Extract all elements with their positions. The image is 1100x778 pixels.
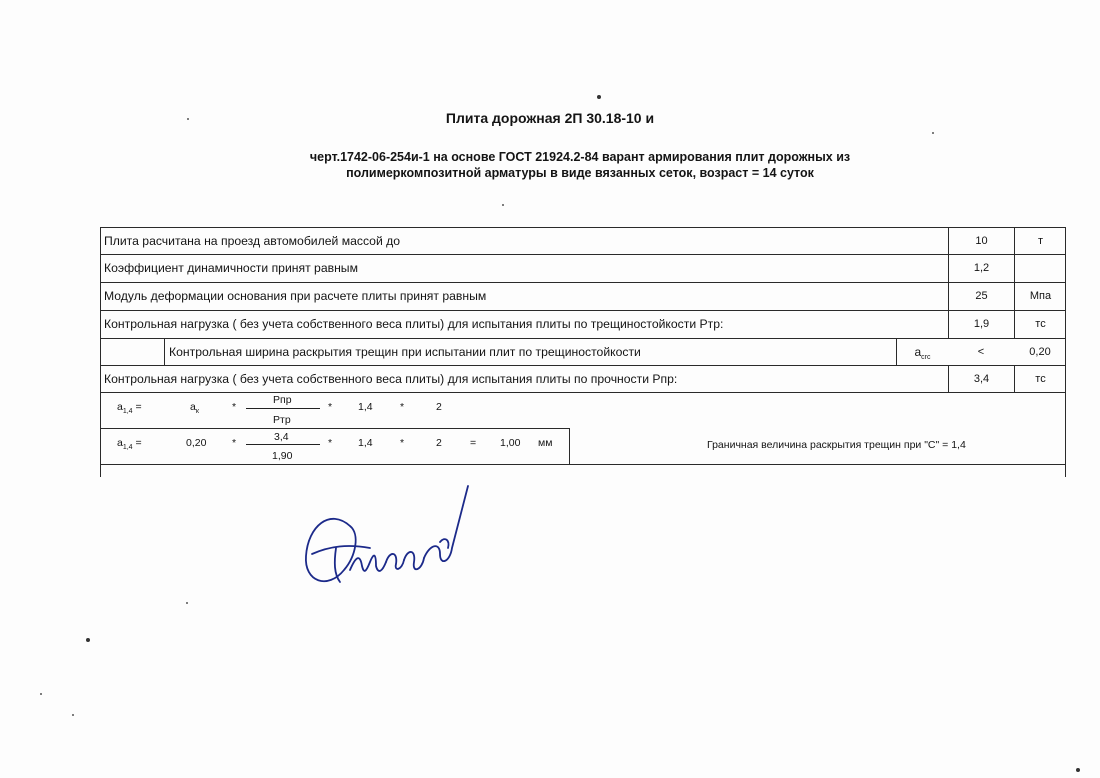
calc-unit: мм [538, 437, 553, 449]
parameters-table [100, 227, 1066, 477]
document-title: Плита дорожная 2П 30.18-10 и [445, 110, 655, 126]
scan-speck [186, 602, 188, 604]
calc-coefficient-2: 2 [436, 437, 442, 449]
calc-coefficient-1: 1,4 [358, 437, 373, 449]
multiply-sign: * [400, 401, 405, 413]
row-value: 10 [948, 228, 1014, 255]
fraction-numerator: Рпр [273, 394, 292, 406]
scan-speck [932, 132, 934, 134]
calc-a0: 0,20 [186, 437, 207, 449]
coefficient-2: 2 [436, 401, 442, 413]
row-value: 25 [948, 283, 1014, 310]
formula-row-divider [100, 428, 570, 429]
row-value: 0,20 [1029, 346, 1051, 358]
row-label: Плита расчитана на проезд автомобилей массой до [104, 234, 401, 248]
row-unit: Мпа [1014, 283, 1066, 310]
row-unit: т [1014, 228, 1066, 255]
row-label: Контрольная нагрузка ( без учета собственного веса плиты) для испытания плиты по прочности Рпр: [104, 372, 678, 386]
row-label: Контрольная ширина раскрытия трещин при испытании плит по трещиностойкости [164, 339, 896, 366]
fraction-denominator: Ртр [273, 414, 291, 426]
multiply-sign: * [232, 437, 237, 449]
scan-speck [1076, 768, 1080, 772]
row-label: Модуль деформации основания при расчете плиты принят равным [104, 289, 487, 303]
equals-sign: = [470, 437, 477, 449]
row-value: 1,9 [948, 311, 1014, 338]
formula-divider [100, 392, 1066, 393]
calc-result: 1,00 [500, 437, 521, 449]
scan-speck [187, 118, 189, 120]
table-row [100, 338, 1066, 366]
scan-speck [72, 714, 74, 716]
multiply-sign: * [328, 437, 333, 449]
scan-speck [597, 95, 601, 99]
row-unit: тс [1014, 366, 1066, 393]
calc-lhs: $a_{1,4}$ = [117, 437, 142, 452]
table-row [100, 254, 1066, 282]
table-bottom-line [100, 464, 1066, 465]
table-row [100, 282, 1066, 310]
row-unit [1014, 255, 1066, 282]
row-label: Коэффициент динамичности принят равным [104, 261, 358, 275]
scan-speck [40, 693, 42, 695]
scan-speck [86, 638, 90, 642]
formula-lhs: $a_{1,4}$ = [117, 401, 142, 416]
row-value: 1,2 [948, 255, 1014, 282]
crack-width-symbol: $a_{crc}$ [896, 339, 948, 366]
row-value: 3,4 [948, 366, 1014, 393]
subtitle-line-2: полимеркомпозитной арматуры в виде вязанных сеток, возраст = 14 суток [346, 166, 814, 180]
row-unit: тс [1014, 311, 1066, 338]
table-row [100, 365, 1066, 393]
table-row [100, 310, 1066, 338]
signature-graphic [290, 478, 490, 598]
multiply-sign: * [400, 437, 405, 449]
calc-denominator: 1,90 [272, 450, 293, 462]
subtitle-line-1: черт.1742-06-254и-1 на основе ГОСТ 21924.2-84 варант армирования плит дорожных из [309, 150, 851, 164]
row-label: Контрольная нагрузка ( без учета собственного веса плиты) для испытания плиты по трещиностойкости Ртр: [104, 317, 724, 331]
boundary-note: Граничная величина раскрытия трещин при "С" = 1,4 [707, 439, 966, 451]
coefficient-1: 1,4 [358, 401, 373, 413]
formula-ak: $a_к$ [190, 401, 199, 416]
document-subtitle [200, 149, 960, 181]
fraction-bar [246, 408, 320, 409]
table-row [100, 227, 1066, 255]
scan-speck [502, 204, 504, 206]
comparator: < [977, 346, 985, 358]
calc-fraction-bar [246, 444, 320, 445]
formula-vertical-line [569, 428, 570, 464]
multiply-sign: * [232, 401, 237, 413]
multiply-sign: * [328, 401, 333, 413]
calc-numerator: 3,4 [274, 431, 289, 443]
